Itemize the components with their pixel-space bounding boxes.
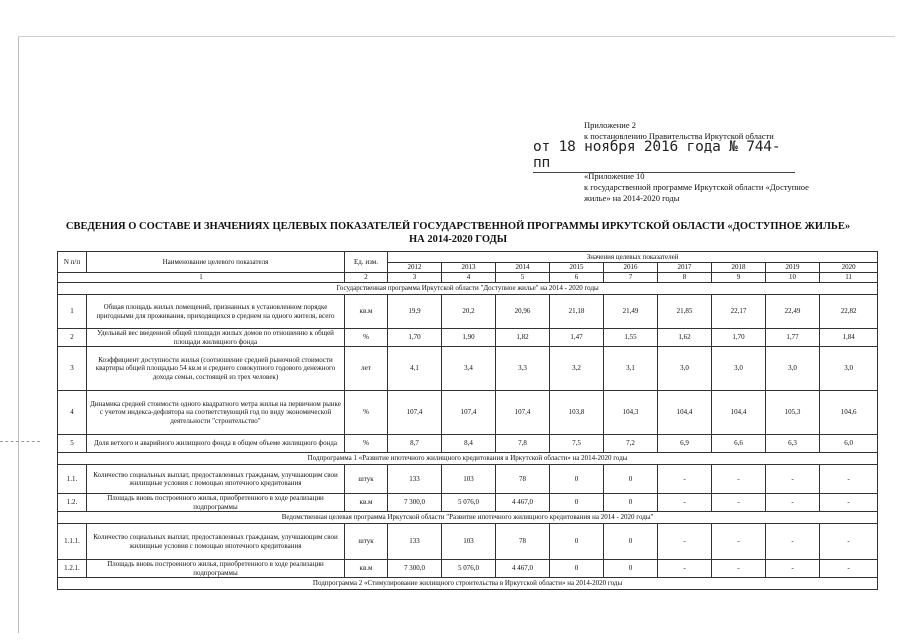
value-cell: - (658, 465, 712, 494)
value-cell: - (820, 524, 878, 560)
table-row (58, 329, 878, 347)
value-cell: 133 (388, 465, 442, 494)
unit-cell: кв.м (345, 560, 388, 578)
row-number: 1.1.1. (58, 524, 87, 560)
appendix-line: Приложение 2 (584, 120, 636, 130)
value-cell: 3,0 (712, 347, 766, 391)
year-header: 2020 (820, 263, 878, 273)
value-cell: 7,8 (496, 435, 550, 453)
value-cell: 104,4 (712, 391, 766, 435)
value-cell: 0 (550, 560, 604, 578)
value-cell: 7,5 (550, 435, 604, 453)
value-cell: 103 (442, 524, 496, 560)
column-number: 3 (388, 273, 442, 283)
section-row (58, 453, 878, 465)
value-cell: 78 (496, 524, 550, 560)
table-row (58, 347, 878, 391)
row-number: 3 (58, 347, 87, 391)
indicator-name: Доля ветхого и аварийного жилищного фонда в общем объеме жилищного фонда (87, 435, 345, 453)
value-cell: - (712, 560, 766, 578)
value-cell: 0 (604, 494, 658, 512)
column-number: 2 (345, 273, 388, 283)
row-number: 1.2.1. (58, 560, 87, 578)
value-cell: 4 467,0 (496, 494, 550, 512)
value-cell: 5 076,0 (442, 494, 496, 512)
value-cell: - (658, 494, 712, 512)
unit-cell: % (345, 329, 388, 347)
appendix2-line: к государственной программе Иркутской области «Доступное жилье» на 2014-2020 годы (584, 182, 809, 203)
value-cell: 0 (604, 465, 658, 494)
section-row (58, 512, 878, 524)
value-cell: 107,4 (496, 391, 550, 435)
table-row (58, 524, 878, 560)
value-cell: 19,9 (388, 295, 442, 329)
unit-cell: % (345, 391, 388, 435)
year-header: 2012 (388, 263, 442, 273)
row-number: 1.2. (58, 494, 87, 512)
value-cell: 1,70 (712, 329, 766, 347)
value-cell: - (658, 524, 712, 560)
year-header: 2017 (658, 263, 712, 273)
indicator-name: Количество социальных выплат, предоставленных гражданам, улучшающим свои жилищные условия с помощью ипотечного кредитования (87, 465, 345, 494)
indicators-table (57, 251, 878, 590)
unit-cell: лет (345, 347, 388, 391)
value-cell: 104,4 (658, 391, 712, 435)
value-cell: 6,3 (766, 435, 820, 453)
value-cell: 104,3 (604, 391, 658, 435)
value-cell: - (766, 560, 820, 578)
value-cell: 20,2 (442, 295, 496, 329)
column-number: 9 (712, 273, 766, 283)
value-cell: 3,0 (766, 347, 820, 391)
section-title: Ведомственная целевая программа Иркутской области "Развитие ипотечного жилищного кредитования на 2014 - 2020 годы" (58, 512, 878, 524)
unit-cell: кв.м (345, 295, 388, 329)
column-number: 11 (820, 273, 878, 283)
column-number: 6 (550, 273, 604, 283)
value-cell: 78 (496, 465, 550, 494)
value-cell: 0 (550, 494, 604, 512)
value-cell: 0 (550, 465, 604, 494)
value-cell: - (712, 465, 766, 494)
value-cell: 3,4 (442, 347, 496, 391)
year-header: 2014 (496, 263, 550, 273)
indicator-name: Площадь вновь построенного жилья, приобретенного в ходе реализации подпрограммы (87, 560, 345, 578)
value-cell: 20,96 (496, 295, 550, 329)
section-title: Подпрограмма 2 «Стимулирование жилищного строительства в Иркутской области» на 2014-2020 годы (58, 578, 878, 590)
header-num: N п/п (58, 252, 87, 273)
value-cell: 3,3 (496, 347, 550, 391)
header-unit: Ед. изм. (345, 252, 388, 273)
indicator-name: Удельный вес введенной общей площади жилых домов по отношению к общей площади жилищного фонда (87, 329, 345, 347)
indicator-name: Количество социальных выплат, предоставленных гражданам, улучшающим свои жилищные условия с помощью ипотечного кредитования (87, 524, 345, 560)
indicator-name: Коэффициент доступности жилья (соотношение средней рыночной стоимости квартиры общей площадью 54 кв.м и среднего совокупного годового денежного дохода семьи, состоящей из трех человек) (87, 347, 345, 391)
header-values-group: Значения целевых показателей (388, 252, 878, 263)
value-cell: 1,77 (766, 329, 820, 347)
value-cell: 3,1 (604, 347, 658, 391)
unit-cell: штук (345, 465, 388, 494)
value-cell: 0 (550, 524, 604, 560)
value-cell: - (766, 524, 820, 560)
value-cell: 103 (442, 465, 496, 494)
value-cell: 3,2 (550, 347, 604, 391)
table-row (58, 494, 878, 512)
appendix2-line: «Приложение 10 (584, 171, 645, 181)
value-cell: 1,84 (820, 329, 878, 347)
row-number: 1.1. (58, 465, 87, 494)
value-cell: 22,49 (766, 295, 820, 329)
year-header: 2016 (604, 263, 658, 273)
value-cell: 21,49 (604, 295, 658, 329)
appendix-line: к постановлению Правительства Иркутской области (584, 131, 774, 141)
table-row (58, 560, 878, 578)
appendix2-block (584, 171, 814, 204)
value-cell: - (820, 494, 878, 512)
table-row (58, 465, 878, 494)
section-title: Государственная программа Иркутской области "Доступное жилье" на 2014 - 2020 годы (58, 283, 878, 295)
row-number: 5 (58, 435, 87, 453)
value-cell: 6,0 (820, 435, 878, 453)
unit-cell: % (345, 435, 388, 453)
value-cell: 22,82 (820, 295, 878, 329)
value-cell: 7 300,0 (388, 494, 442, 512)
value-cell: 1,47 (550, 329, 604, 347)
scan-mark (0, 441, 40, 442)
header-name: Наименование целевого показателя (87, 252, 345, 273)
unit-cell: кв.м (345, 494, 388, 512)
row-number: 1 (58, 295, 87, 329)
value-cell: 107,4 (388, 391, 442, 435)
row-number: 4 (58, 391, 87, 435)
section-title: Подпрограмма 1 «Развитие ипотечного жилищного кредитования в Иркутской области» на 2014-2020 годы (58, 453, 878, 465)
value-cell: 6,6 (712, 435, 766, 453)
table-row (58, 295, 878, 329)
year-header: 2019 (766, 263, 820, 273)
year-header: 2018 (712, 263, 766, 273)
value-cell: 5 076,0 (442, 560, 496, 578)
value-cell: 6,9 (658, 435, 712, 453)
table-row (58, 391, 878, 435)
decree-stamp: от 18 ноября 2016 года № 744-пп (533, 139, 795, 173)
value-cell: 1,55 (604, 329, 658, 347)
value-cell: 103,8 (550, 391, 604, 435)
value-cell: 7,2 (604, 435, 658, 453)
value-cell: 105,3 (766, 391, 820, 435)
value-cell: 21,85 (658, 295, 712, 329)
value-cell: - (820, 465, 878, 494)
indicator-name: Общая площадь жилых помещений, признанных в установленном порядке пригодными для проживания, приходящихся в среднем на одного жителя, всего (87, 295, 345, 329)
value-cell: 22,17 (712, 295, 766, 329)
year-header: 2013 (442, 263, 496, 273)
value-cell: 4 467,0 (496, 560, 550, 578)
indicator-name: Динамика средней стоимости одного квадратного метра жилья на первичном рынке с учетом индекса-дефлятора на соответствующий год по виду экономической деятельности "строительство" (87, 391, 345, 435)
column-number: 1 (58, 273, 345, 283)
value-cell: - (766, 465, 820, 494)
value-cell: - (712, 494, 766, 512)
table-row (58, 435, 878, 453)
value-cell: 7 300,0 (388, 560, 442, 578)
value-cell: 1,82 (496, 329, 550, 347)
value-cell: 8,7 (388, 435, 442, 453)
section-row (58, 578, 878, 590)
value-cell: 104,6 (820, 391, 878, 435)
document-title: СВЕДЕНИЯ О СОСТАВЕ И ЗНАЧЕНИЯХ ЦЕЛЕВЫХ ПОКАЗАТЕЛЕЙ ГОСУДАРСТВЕННОЙ ПРОГРАММЫ ИРКУТСКОЙ ОБЛАСТИ «ДОСТУПНОЕ ЖИЛЬЕ» НА 2014-2020 ГОДЫ (65, 221, 851, 245)
column-number: 5 (496, 273, 550, 283)
section-row (58, 283, 878, 295)
column-number: 8 (658, 273, 712, 283)
value-cell: 133 (388, 524, 442, 560)
value-cell: 1,90 (442, 329, 496, 347)
value-cell: 8,4 (442, 435, 496, 453)
value-cell: 1,62 (658, 329, 712, 347)
value-cell: - (766, 494, 820, 512)
value-cell: 0 (604, 524, 658, 560)
value-cell: - (820, 560, 878, 578)
column-number: 4 (442, 273, 496, 283)
value-cell: 1,70 (388, 329, 442, 347)
column-number: 10 (766, 273, 820, 283)
value-cell: 107,4 (442, 391, 496, 435)
year-header: 2015 (550, 263, 604, 273)
value-cell: - (712, 524, 766, 560)
column-number: 7 (604, 273, 658, 283)
row-number: 2 (58, 329, 87, 347)
value-cell: 3,0 (658, 347, 712, 391)
value-cell: 0 (604, 560, 658, 578)
unit-cell: штук (345, 524, 388, 560)
value-cell: 3,0 (820, 347, 878, 391)
indicator-name: Площадь вновь построенного жилья, приобретенного в ходе реализации подпрограммы (87, 494, 345, 512)
value-cell: 4,1 (388, 347, 442, 391)
value-cell: - (658, 560, 712, 578)
value-cell: 21,18 (550, 295, 604, 329)
